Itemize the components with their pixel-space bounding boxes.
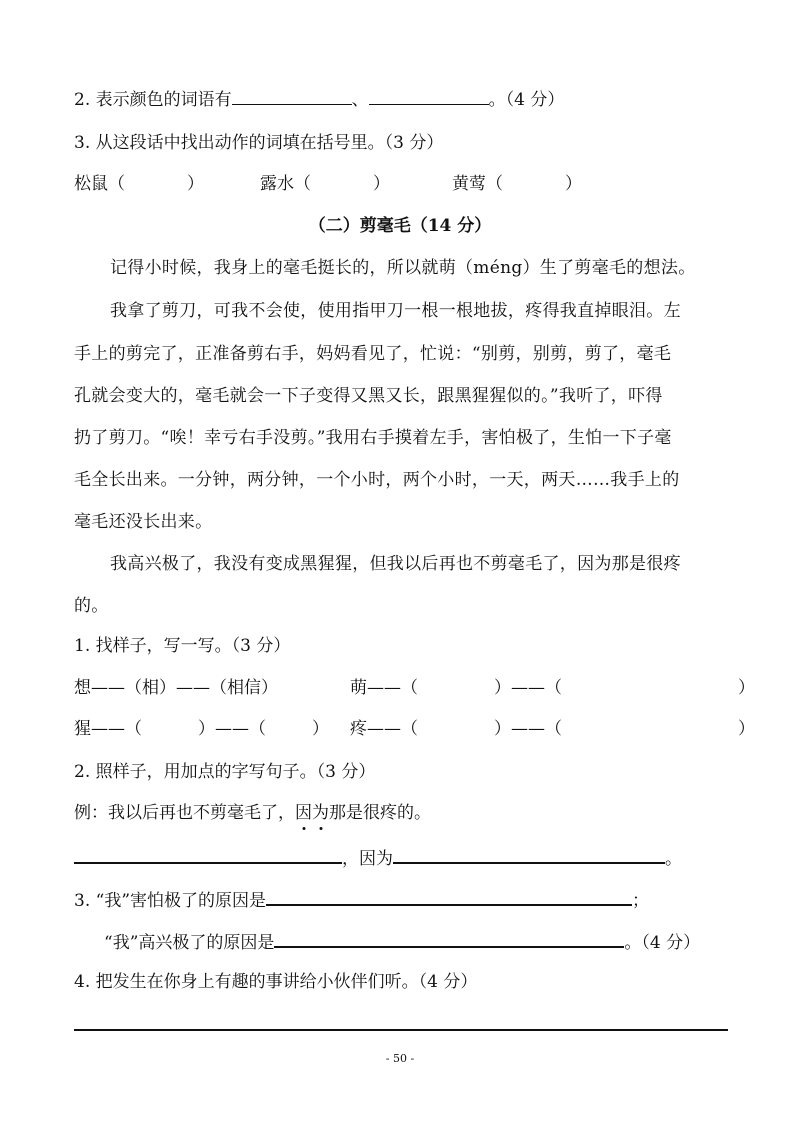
paragraph-line: 孔就会变大的，毫毛就会一下子变得又黑又长，跟黑猩猩似的。”我听了，吓得 xyxy=(74,386,663,406)
pattern-item-xing: 猩——（ ）——（ ） xyxy=(74,719,329,739)
paragraph-line: 扔了剪刀。“唉！幸亏右手没剪。”我用右手摸着左手，害怕极了，生怕一下子毫 xyxy=(74,428,672,448)
answer-blank[interactable] xyxy=(393,846,665,864)
example-sentence: 例：我以后再也不剪毫毛了，因为那是很疼的。 xyxy=(74,803,431,823)
paragraph-line: 我拿了剪刀，可我不会使，使用指甲刀一根一根地拔，疼得我直掉眼泪。左 xyxy=(110,301,681,321)
answer-blank[interactable] xyxy=(74,846,342,864)
pattern-item-teng: 疼——（ ）——（ ） xyxy=(350,719,755,739)
paragraph-line: 毛全长出来。一分钟，两分钟，一个小时，两个小时，一天，两天……我手上的 xyxy=(74,470,680,490)
answer-line[interactable] xyxy=(74,1029,728,1031)
answer-item-dew: 露水（ ） xyxy=(260,174,390,194)
blank-1[interactable] xyxy=(232,88,352,105)
example-pattern: 想——（相）——（相信） xyxy=(74,678,278,698)
dotted-char: 为 xyxy=(312,803,329,823)
question-1-pattern: 1. 找样子，写一写。（3 分） xyxy=(74,636,291,656)
answer-item-oriole: 黄莺（ ） xyxy=(452,174,582,194)
question-3-actions: 3. 从这段话中找出动作的词填在括号里。（3 分） xyxy=(74,133,444,153)
paragraph-line: 毫毛还没长出来。 xyxy=(74,512,213,532)
dotted-char: 因 xyxy=(295,803,312,823)
question-3-reason-afraid: 3. “我”害怕极了的原因是 ； xyxy=(74,888,649,913)
answer-item-squirrel: 松鼠（ ） xyxy=(74,174,204,194)
paragraph-line: 记得小时候，我身上的毫毛挺长的，所以就萌（méng）生了剪毫毛的想法。 xyxy=(110,258,696,278)
blank-2[interactable] xyxy=(369,88,489,105)
paragraph-line: 手上的剪完了，正准备剪右手，妈妈看见了，忙说：“别剪，别剪，剪了，毫毛 xyxy=(74,344,672,364)
page-number: - 50 - xyxy=(385,1052,415,1065)
question-4-story: 4. 把发生在你身上有趣的事讲给小伙伴们听。（4 分） xyxy=(74,972,478,992)
sentence-answer-line: ，因为 。 xyxy=(74,846,682,871)
question-2-colors: 2. 表示颜色的词语有 、 。（4 分） xyxy=(74,90,565,110)
question-2-sentence: 2. 照样子，用加点的字写句子。（3 分） xyxy=(74,762,376,782)
paragraph-line: 我高兴极了，我没有变成黑猩猩，但我以后再也不剪毫毛了，因为那是很疼 xyxy=(110,554,681,574)
pattern-item-meng: 萌——（ ）——（ ） xyxy=(350,678,755,698)
answer-blank[interactable] xyxy=(274,930,624,948)
answer-blank[interactable] xyxy=(266,888,632,906)
question-3-reason-happy: “我”高兴极了的原因是 。（4 分） xyxy=(104,930,700,955)
paragraph-line: 的。 xyxy=(74,596,109,616)
section-title: （二）剪毫毛（14 分） xyxy=(308,216,492,236)
